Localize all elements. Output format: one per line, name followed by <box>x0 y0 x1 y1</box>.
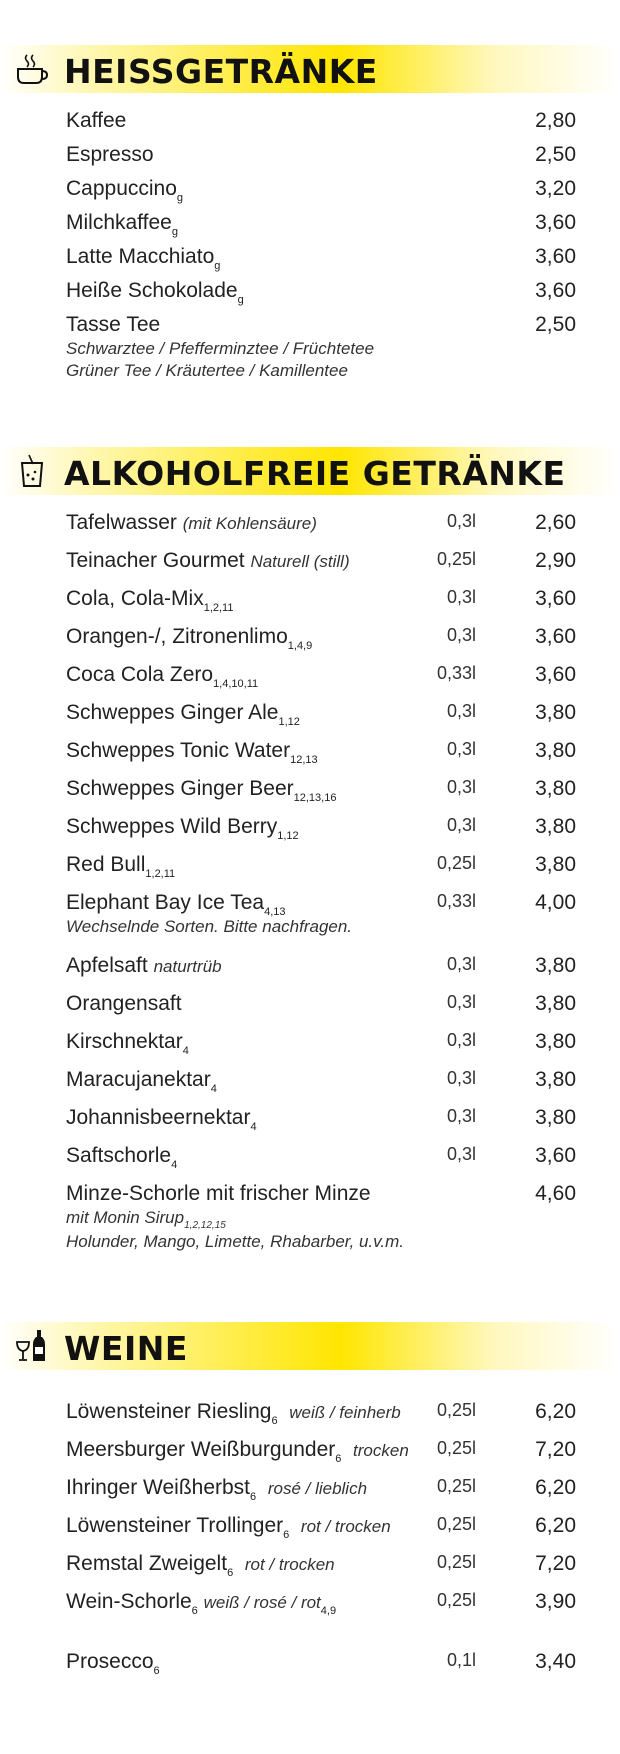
menu-item <box>66 1394 576 1430</box>
item-size: 0,25l <box>436 1400 476 1420</box>
menu-item <box>66 1432 576 1468</box>
section-title: WEINE <box>64 1329 188 1368</box>
menu-item <box>66 171 576 207</box>
item-price: 3,80 <box>535 739 576 762</box>
item-name: Orangensaft <box>66 992 182 1015</box>
item-price: 3,60 <box>535 587 576 610</box>
menu-item <box>66 1470 576 1506</box>
item-name: Espresso <box>66 143 154 166</box>
item-price: 3,40 <box>535 1650 576 1673</box>
menu-item <box>66 1024 576 1060</box>
item-name: Kirschnektar$_4$ <box>66 1030 189 1057</box>
item-size: 0,3l <box>446 1144 476 1164</box>
soft-drink-glass-icon <box>14 453 50 489</box>
wine-glass-bottle-icon <box>14 1328 50 1364</box>
item-price: 2,80 <box>535 109 576 132</box>
item-name: Löwensteiner Trollinger$_6$ rot / trocken <box>66 1514 391 1541</box>
menu-item <box>66 695 576 731</box>
item-size: 0,33l <box>436 663 476 683</box>
menu-item <box>66 885 576 921</box>
item-price: 3,60 <box>535 245 576 268</box>
item-name: Tasse Tee <box>66 313 161 336</box>
item-name: Heiße Schokolade$_g$ <box>66 279 244 306</box>
menu-item <box>66 1508 576 1544</box>
item-size: 0,25l <box>436 853 476 873</box>
menu-item <box>66 1546 576 1582</box>
menu-item <box>66 1138 576 1174</box>
item-name: Remstal Zweigelt$_6$ rot / trocken <box>66 1552 335 1579</box>
item-name: Orangen-/, Zitronenlimo$_{1,4,9}$ <box>66 625 313 652</box>
minze-syrup-line: mit Monin Sirup$_{1,2,12,15}$ <box>66 1208 226 1231</box>
menu-item <box>66 1584 576 1620</box>
minze-flavors-line: Holunder, Mango, Limette, Rhabarber, u.v.m. <box>66 1232 404 1251</box>
item-name: Saftschorle$_4$ <box>66 1144 178 1171</box>
item-name: Maracujanektar$_4$ <box>66 1068 217 1095</box>
menu-item <box>66 505 576 541</box>
item-name: Teinacher Gourmet Naturell (still) <box>66 549 350 572</box>
item-size: 0,3l <box>446 1068 476 1088</box>
coffee-cup-icon <box>14 51 50 87</box>
item-price: 3,60 <box>535 1144 576 1167</box>
item-price: 3,60 <box>535 625 576 648</box>
item-price: 3,80 <box>535 1030 576 1053</box>
menu-item <box>66 103 576 139</box>
item-name: Cola, Cola-Mix$_{1,2,11}$ <box>66 587 234 614</box>
item-name: Red Bull$_{1,2,11}$ <box>66 853 176 880</box>
item-price: 3,80 <box>535 954 576 977</box>
menu-item <box>66 1062 576 1098</box>
section-title: HEISSGETRÄNKE <box>64 52 378 91</box>
item-size: 0,25l <box>436 1514 476 1534</box>
item-size: 0,3l <box>446 701 476 721</box>
item-price: 6,20 <box>535 1514 576 1537</box>
item-price: 3,80 <box>535 1068 576 1091</box>
item-name: Kaffee <box>66 109 127 132</box>
item-size: 0,3l <box>446 815 476 835</box>
hot-drinks-banner <box>0 45 620 93</box>
item-name: Schweppes Ginger Ale$_{1,12}$ <box>66 701 300 728</box>
item-size: 0,3l <box>446 511 476 531</box>
wine-banner <box>0 1322 620 1370</box>
menu-item <box>66 1644 576 1680</box>
item-size: 0,25l <box>436 1590 476 1610</box>
item-size: 0,1l <box>446 1650 476 1670</box>
tea-varieties-line-2: Grüner Tee / Kräutertee / Kamillentee <box>66 361 348 380</box>
item-price: 3,80 <box>535 1106 576 1129</box>
item-name: Cappuccino$_g$ <box>66 177 184 204</box>
item-price: 6,20 <box>535 1400 576 1423</box>
item-price: 3,90 <box>535 1590 576 1613</box>
item-price: 3,80 <box>535 992 576 1015</box>
item-price: 2,50 <box>535 143 576 166</box>
item-price: 2,60 <box>535 511 576 534</box>
item-price: 2,90 <box>535 549 576 572</box>
menu-item <box>66 771 576 807</box>
item-name: Coca Cola Zero$_{1,4,10,11}$ <box>66 663 259 690</box>
item-name: Schweppes Wild Berry$_{1,12}$ <box>66 815 299 842</box>
item-price: 3,80 <box>535 853 576 876</box>
menu-item <box>66 657 576 693</box>
item-name: Elephant Bay Ice Tea$_{4,13}$ <box>66 891 286 918</box>
item-size: 0,3l <box>446 992 476 1012</box>
item-size: 0,3l <box>446 1106 476 1126</box>
menu-item <box>66 239 576 275</box>
item-name: Wein-Schorle$_6$ weiß / rosé / rot$_{4,9}$ <box>66 1590 337 1617</box>
item-name: Minze-Schorle mit frischer Minze <box>66 1182 371 1205</box>
menu-item <box>66 948 576 984</box>
menu-item <box>66 986 576 1022</box>
menu-item <box>66 733 576 769</box>
item-size: 0,3l <box>446 739 476 759</box>
menu-item <box>66 273 576 309</box>
item-price: 6,20 <box>535 1476 576 1499</box>
item-name: Schweppes Ginger Beer$_{12,13,16}$ <box>66 777 337 804</box>
item-size: 0,25l <box>436 1552 476 1572</box>
item-name: Tafelwasser (mit Kohlensäure) <box>66 511 317 534</box>
item-name: Meersburger Weißburgunder$_6$ trocken <box>66 1438 409 1465</box>
item-name: Milchkaffee$_g$ <box>66 211 178 238</box>
menu-item <box>66 809 576 845</box>
menu-item <box>66 1176 576 1212</box>
item-price: 3,80 <box>535 701 576 724</box>
item-name: Schweppes Tonic Water$_{12,13}$ <box>66 739 318 766</box>
item-size: 0,25l <box>436 1476 476 1496</box>
soft-drinks-banner <box>0 447 620 495</box>
ice-tea-note: Wechselnde Sorten. Bitte nachfragen. <box>66 917 353 936</box>
item-name: Ihringer Weißherbst$_6$ rosé / lieblich <box>66 1476 368 1503</box>
menu-item <box>66 619 576 655</box>
tea-varieties-line-1: Schwarztee / Pfefferminztee / Früchtetee <box>66 339 375 358</box>
item-price: 4,00 <box>535 891 576 914</box>
item-price: 2,50 <box>535 313 576 336</box>
menu-item <box>66 543 576 579</box>
item-price: 3,60 <box>535 211 576 234</box>
menu-item <box>66 847 576 883</box>
item-price: 4,60 <box>535 1182 576 1205</box>
item-name: Johannisbeernektar$_4$ <box>66 1106 257 1133</box>
item-name: Löwensteiner Riesling$_6$ weiß / feinherb <box>66 1400 401 1427</box>
item-size: 0,25l <box>436 1438 476 1458</box>
item-price: 3,60 <box>535 279 576 302</box>
item-price: 3,60 <box>535 663 576 686</box>
item-price: 3,20 <box>535 177 576 200</box>
item-price: 7,20 <box>535 1438 576 1461</box>
menu-item <box>66 1100 576 1136</box>
item-name: Prosecco$_6$ <box>66 1650 160 1677</box>
section-title: ALKOHOLFREIE GETRÄNKE <box>64 454 566 493</box>
item-size: 0,3l <box>446 777 476 797</box>
item-size: 0,3l <box>446 625 476 645</box>
menu-item <box>66 205 576 241</box>
item-price: 3,80 <box>535 815 576 838</box>
item-size: 0,3l <box>446 954 476 974</box>
item-name: Latte Macchiato$_g$ <box>66 245 221 272</box>
item-size: 0,3l <box>446 587 476 607</box>
item-size: 0,3l <box>446 1030 476 1050</box>
item-price: 3,80 <box>535 777 576 800</box>
menu-item <box>66 581 576 617</box>
menu-item <box>66 137 576 173</box>
item-size: 0,25l <box>436 549 476 569</box>
item-size: 0,33l <box>436 891 476 911</box>
item-name: Apfelsaft naturtrüb <box>66 954 222 977</box>
menu-item <box>66 307 576 343</box>
item-price: 7,20 <box>535 1552 576 1575</box>
